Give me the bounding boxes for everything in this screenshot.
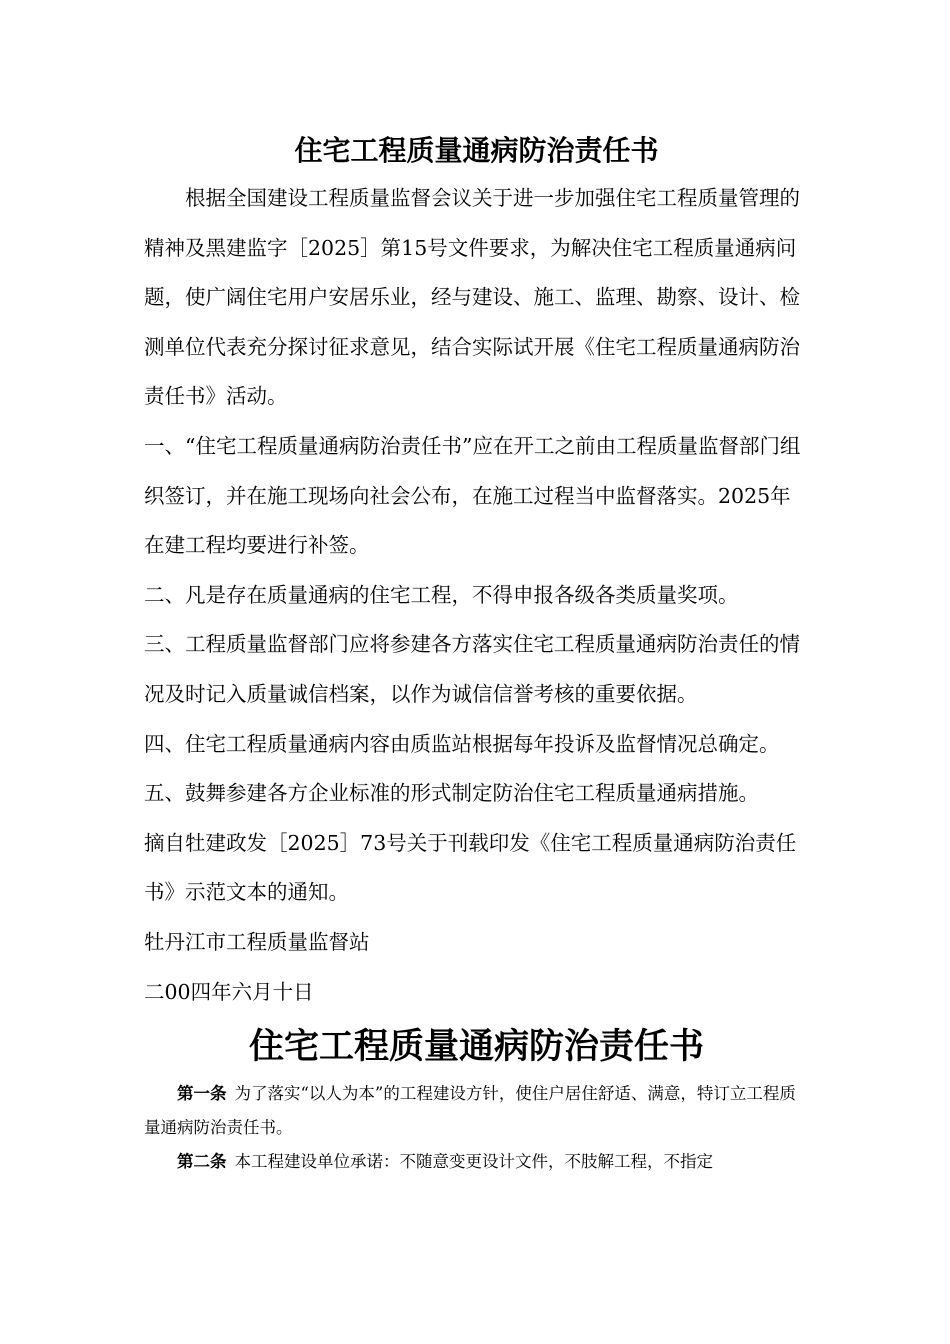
document-body <box>144 128 809 1179</box>
item-4: 四、住宅工程质量通病内容由质监站根据每年投诉及监督情况总确定。 <box>144 731 780 756</box>
article-1 <box>144 1077 809 1145</box>
second-document-title: 住宅工程质量通病防治责任书 <box>248 1026 704 1068</box>
article-1-text: 为了落实“以人为本”的工程建设方针，使住户居住舒适、满意，特订立工程质量通病防治责任书。 <box>144 1084 796 1138</box>
source-note: 摘自牡建政发［2025］73号关于刊载印发《住宅工程质量通病防治责任书》示范文本的通知。 <box>144 830 797 905</box>
item-1: 一、“住宅工程质量通病防治责任书”应在开工之前由工程质量监督部门组织签订，并在施工现场向社会公布，在施工过程当中监督落实。2025年在建工程均要进行补签。 <box>144 433 801 558</box>
item-5: 五、鼓舞参建各方企业标准的形式制定防治住宅工程质量通病措施。 <box>144 781 759 806</box>
document-title: 住宅工程质量通病防治责任书 <box>294 134 659 167</box>
article-1-label: 第一条 <box>177 1084 227 1104</box>
article-2-text: 本工程建设单位承诺：不随意变更设计文件，不肢解工程，不指定 <box>234 1152 713 1172</box>
item-3: 三、工程质量监督部门应将参建各方落实住宅工程质量通病防治责任的情况及时记入质量诚信档案，以作为诚信信誉考核的重要依据。 <box>144 632 800 706</box>
item-2: 二、凡是存在质量通病的住宅工程，不得申报各级各类质量奖项。 <box>144 582 739 607</box>
issue-date: 二00四年六月十日 <box>144 979 314 1004</box>
issuing-organization: 牡丹江市工程质量监督站 <box>144 929 370 954</box>
article-2-label: 第二条 <box>177 1152 227 1172</box>
article-2 <box>144 1145 809 1179</box>
intro-paragraph: 根据全国建设工程质量监督会议关于进一步加强住宅工程质量管理的精神及黑建监字［2025］第15号文件要求，为解决住宅工程质量通病问题，使广阔住宅用户安居乐业，经与建设、施工、监理、勘察、设计、检测单位代表充分探讨征求意见，结合实际试开展《住宅工程质量通病防治责任书》活动。 <box>144 186 800 409</box>
